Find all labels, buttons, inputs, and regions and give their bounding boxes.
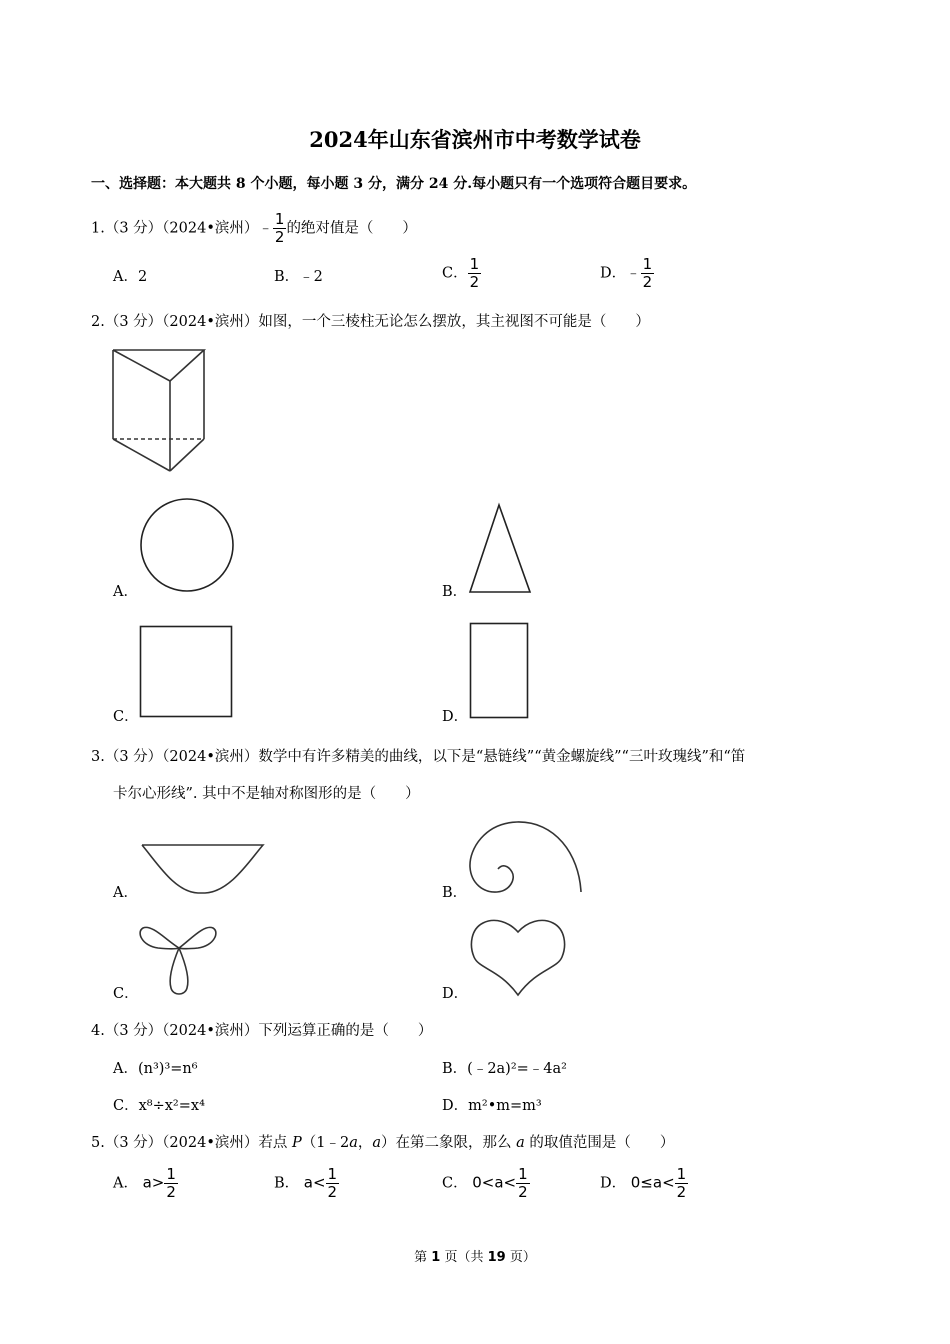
- circle-shape: [140, 497, 236, 593]
- q3-option-b-label: B．: [442, 885, 468, 901]
- fraction: [326, 1167, 340, 1200]
- option-label: D．: [600, 1175, 627, 1192]
- q4-option-a: [113, 1057, 198, 1078]
- option-label: B．: [274, 269, 300, 285]
- footer-text: 页）: [505, 1250, 536, 1265]
- option-label: C．: [442, 265, 468, 282]
- option-text: x⁸÷x²=x⁴: [138, 1098, 205, 1114]
- denominator: 2: [676, 1183, 687, 1201]
- fraction: [468, 257, 482, 290]
- math-var: a: [372, 1135, 382, 1151]
- question-number: 2.: [91, 314, 105, 330]
- numerator: 1: [274, 210, 285, 228]
- q4-option-d: [442, 1094, 542, 1115]
- footer-text: 第: [414, 1250, 432, 1265]
- numerator: 1: [166, 1165, 176, 1183]
- question-text: 数学中有许多精美的曲线，以下是“悬链线”“黄金螺旋线”“三叶玫瑰线”和“笛: [258, 749, 746, 765]
- math-var: P: [292, 1135, 302, 1151]
- q3-option-d-label: D．: [442, 986, 469, 1002]
- question-3-stem-line1: [91, 745, 745, 766]
- question-1-stem: [91, 212, 417, 245]
- option-label: D．: [600, 265, 627, 282]
- catenary-curve: [140, 842, 265, 898]
- q3-option-a-label: A．: [113, 885, 138, 901]
- option-text: m²•m=m³: [468, 1098, 542, 1114]
- current-page: 1: [431, 1250, 441, 1265]
- question-number: 4.: [91, 1023, 105, 1039]
- question-text: （1﹣2: [301, 1135, 350, 1151]
- fraction: [675, 1167, 689, 1200]
- q1-option-a: [113, 265, 147, 286]
- inequality-op: <: [662, 1173, 675, 1192]
- q1-option-b: [274, 265, 323, 286]
- section-heading: 一、选择题：本大题共 8 个小题，每小题 3 分，满分 24 分.每小题只有一个选项符合题目要求。: [91, 176, 697, 192]
- denominator: 2: [274, 228, 285, 246]
- option-text: (﹣2a)²=﹣4a²: [467, 1061, 567, 1077]
- question-text: ）在第二象限，那么: [381, 1135, 517, 1151]
- q2-option-a-label: A．: [113, 584, 138, 600]
- q5-option-c: [442, 1167, 530, 1200]
- denominator: 2: [469, 273, 480, 291]
- question-4-stem: [91, 1019, 432, 1040]
- numerator: 1: [518, 1165, 528, 1183]
- question-5-stem: [91, 1131, 674, 1152]
- q1-option-d: [600, 257, 654, 290]
- option-label: A．: [113, 1061, 138, 1077]
- q3-option-c-label: C．: [113, 986, 139, 1002]
- inequality-lhs: a: [142, 1173, 152, 1192]
- triangular-prism-figure: [110, 346, 210, 476]
- triangle-shape: [468, 503, 532, 595]
- fraction: [641, 257, 655, 290]
- q4-option-c: [113, 1094, 205, 1115]
- denominator: 2: [642, 273, 653, 291]
- cardioid-curve: [469, 917, 569, 999]
- q5-option-b: [274, 1167, 339, 1200]
- option-label: B．: [442, 1061, 468, 1077]
- question-number: 5.: [91, 1135, 105, 1151]
- square-shape: [139, 625, 235, 719]
- q2-option-d-label: D．: [442, 709, 469, 725]
- question-source: （3 分）（2024•滨州）: [104, 220, 259, 237]
- inequality-op: <: [503, 1173, 517, 1192]
- inequality-lhs: 0≤a: [630, 1173, 663, 1192]
- denominator: 2: [518, 1183, 528, 1201]
- question-source: （3 分）（2024•滨州）: [104, 1135, 259, 1151]
- inequality-lhs: a: [303, 1173, 313, 1192]
- q1-option-c: [442, 257, 481, 290]
- footer-text: 页（共: [440, 1250, 488, 1265]
- question-2-stem: [91, 310, 650, 331]
- fraction: [273, 212, 287, 245]
- question-source: （3 分）（2024•滨州）: [104, 749, 259, 765]
- numerator: 1: [676, 1165, 687, 1183]
- option-text: 2: [137, 269, 148, 285]
- question-text: 下列运算正确的是（ ）: [258, 1023, 433, 1039]
- fraction: [164, 1167, 178, 1200]
- question-text: 若点: [258, 1135, 292, 1151]
- numerator: 1: [642, 255, 653, 273]
- question-text: 的绝对值是（ ）: [286, 220, 417, 237]
- option-label: A．: [113, 269, 138, 285]
- denominator: 2: [166, 1183, 176, 1201]
- total-pages: 19: [487, 1250, 506, 1265]
- q2-option-c-label: C．: [113, 709, 139, 725]
- question-number: 3.: [91, 749, 105, 765]
- fraction: [516, 1167, 530, 1200]
- option-label: B．: [274, 1175, 300, 1192]
- question-text: 的取值范围是（ ）: [524, 1135, 675, 1151]
- inequality-op: >: [151, 1173, 165, 1192]
- question-source: （3 分）（2024•滨州）: [104, 1023, 259, 1039]
- question-number: 1.: [91, 220, 105, 237]
- question-source: （3 分）（2024•滨州）: [104, 314, 259, 330]
- q5-option-d: [600, 1167, 688, 1200]
- minus-sign: ﹣: [258, 220, 273, 237]
- q5-option-a: [113, 1167, 178, 1200]
- denominator: 2: [327, 1183, 338, 1201]
- question-text: ，: [357, 1135, 373, 1151]
- minus-sign: ﹣: [626, 265, 641, 282]
- three-leaf-rose-curve: [138, 920, 220, 998]
- option-label: A．: [113, 1175, 138, 1192]
- q4-option-b: [442, 1057, 567, 1078]
- question-3-stem-line2: 卡尔心形线”. 其中不是轴对称图形的是（ ）: [113, 786, 420, 802]
- option-text: (n³)³=n⁶: [137, 1061, 198, 1077]
- numerator: 1: [327, 1165, 338, 1183]
- option-label: C．: [113, 1098, 139, 1114]
- page-footer: [0, 1246, 950, 1265]
- option-label: D．: [442, 1098, 469, 1114]
- golden-spiral-curve: [467, 819, 587, 895]
- math-var: a: [349, 1135, 358, 1151]
- inequality-lhs: 0<a: [472, 1173, 504, 1192]
- numerator: 1: [469, 255, 480, 273]
- inequality-op: <: [312, 1173, 326, 1192]
- q2-option-b-label: B．: [442, 584, 468, 600]
- question-text: 如图，一个三棱柱无论怎么摆放，其主视图不可能是（ ）: [258, 314, 650, 330]
- page-title: 2024年山东省滨州市中考数学试卷: [309, 127, 641, 152]
- option-text: ﹣2: [299, 269, 323, 285]
- option-label: C．: [442, 1175, 468, 1192]
- rectangle-shape: [469, 622, 531, 720]
- math-var: a: [516, 1135, 525, 1151]
